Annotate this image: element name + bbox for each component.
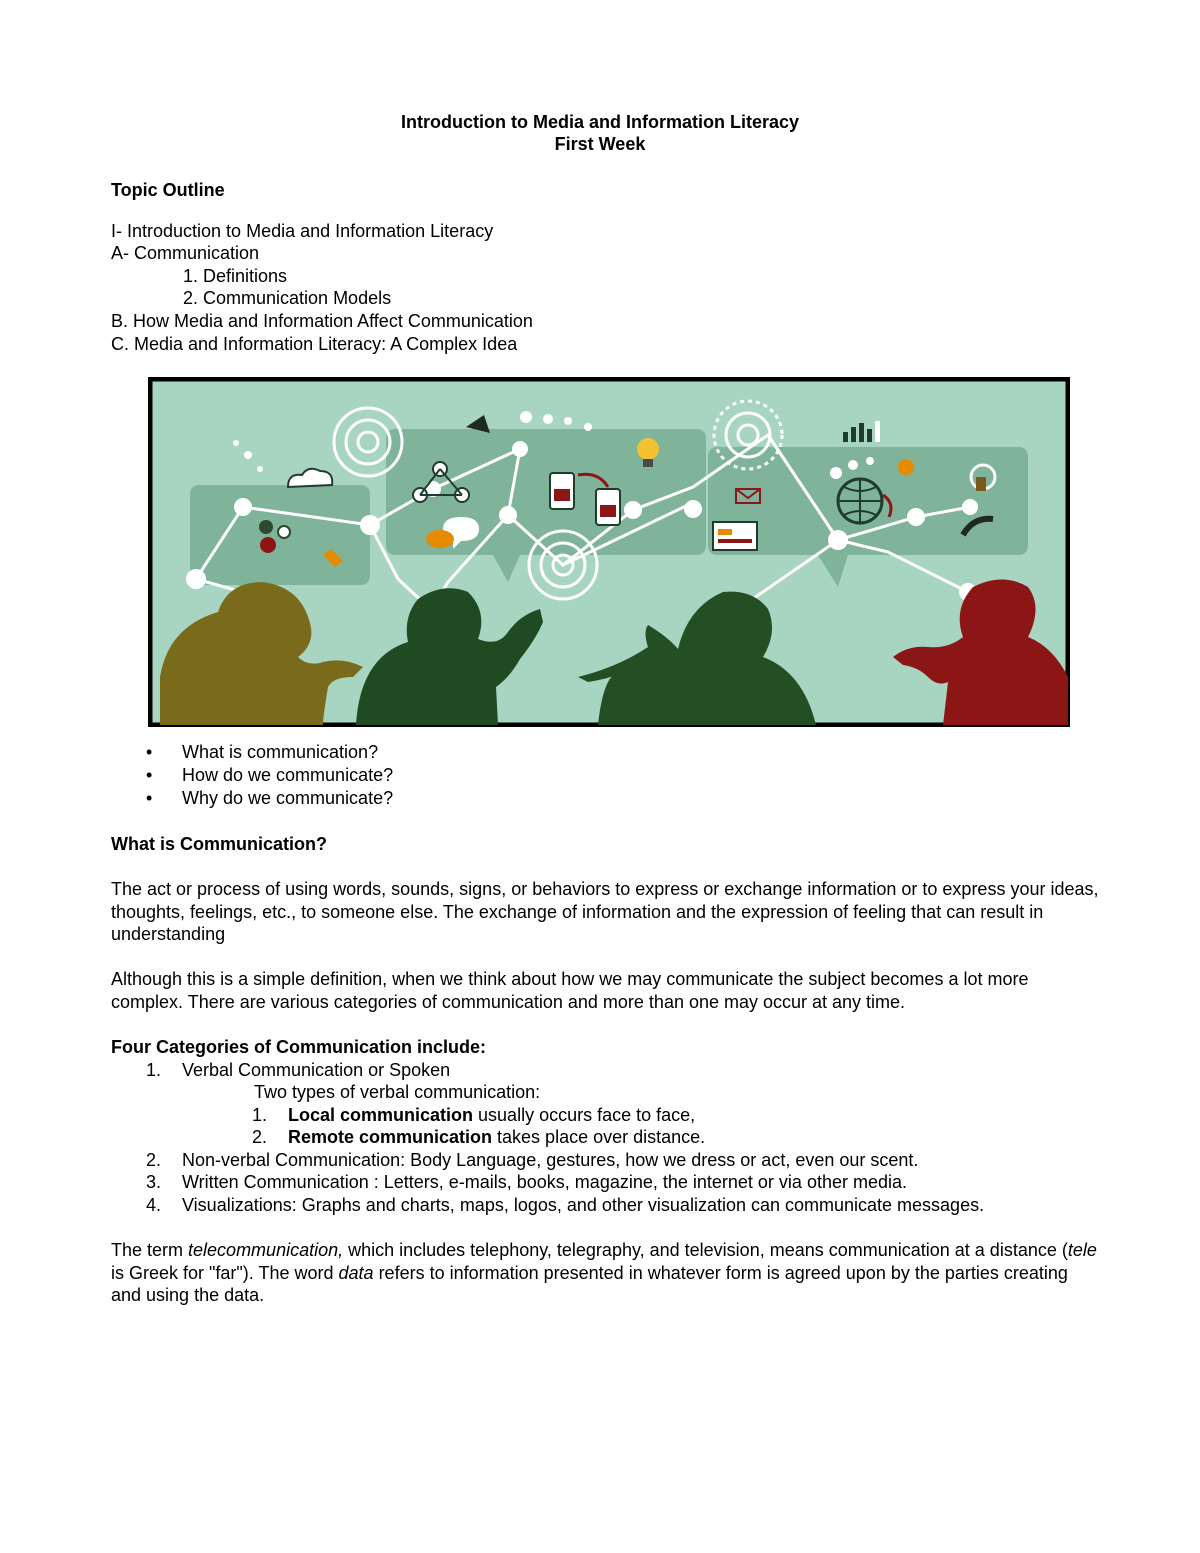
bullet-marker: • bbox=[146, 788, 153, 808]
document-title: Introduction to Media and Information Literacy bbox=[400, 112, 799, 132]
closing-text: refers to information presented in whatever form is agreed upon by the parties creating and using the data. bbox=[111, 1262, 1068, 1306]
section-heading: What is Communication? bbox=[111, 834, 327, 854]
outline-item: 2. Communication Models bbox=[183, 288, 392, 308]
lightbulb-icon bbox=[637, 438, 659, 460]
category-sub-intro: Two types of verbal communication: bbox=[254, 1082, 541, 1102]
list-number: 2. bbox=[252, 1127, 268, 1147]
list-number: 1. bbox=[146, 1060, 162, 1080]
question-item: What is communication? bbox=[182, 742, 379, 762]
document-subtitle: First Week bbox=[554, 134, 646, 154]
pie-chart-icon bbox=[898, 459, 914, 475]
definition-paragraph: The act or process of using words, sounds, signs, or behaviors to express or exchange information or to express your ideas, thoughts, feelings, etc., to someone else. The exchange of information and the expression of feeling that can result in understanding bbox=[111, 879, 1099, 945]
list-number: 2. bbox=[146, 1150, 162, 1170]
closing-text: is Greek for "far"). The word bbox=[111, 1262, 339, 1283]
bullet-marker: • bbox=[146, 765, 153, 785]
term-data: data bbox=[338, 1262, 374, 1283]
gear-icon bbox=[259, 520, 273, 534]
gear-icon bbox=[260, 537, 276, 553]
browser-window-icon bbox=[713, 522, 757, 550]
bullet-marker: • bbox=[146, 742, 153, 762]
sub-item-text: takes place over distance. bbox=[492, 1127, 706, 1147]
closing-text: which includes telephony, telegraphy, and television, means communication at a distance ( bbox=[343, 1240, 1068, 1260]
sub-item-remote bbox=[288, 1126, 705, 1148]
list-number: 4. bbox=[146, 1195, 162, 1215]
gear-icon bbox=[278, 526, 290, 538]
communication-illustration bbox=[148, 377, 1070, 727]
list-number: 1. bbox=[252, 1105, 268, 1125]
category-item: Visualizations: Graphs and charts, maps, logos, and other visualization can communicate messages. bbox=[182, 1195, 985, 1215]
outline-item: A- Communication bbox=[111, 243, 260, 263]
term-local-communication: Local communication bbox=[288, 1105, 474, 1125]
outline-item: B. How Media and Information Affect Communication bbox=[111, 311, 533, 331]
category-item: Written Communication : Letters, e-mails, books, magazine, the internet or via other media. bbox=[182, 1172, 907, 1192]
outline-item: C. Media and Information Literacy: A Complex Idea bbox=[111, 334, 518, 354]
question-item: How do we communicate? bbox=[182, 765, 394, 785]
chat-icon bbox=[426, 530, 454, 548]
sub-item-local bbox=[288, 1104, 695, 1126]
complexity-paragraph: Although this is a simple definition, when we think about how we may communicate the subject becomes a lot more complex. There are various categories of communication and more than one may occur at any time. bbox=[111, 969, 1029, 1012]
term-remote-communication: Remote communication bbox=[288, 1127, 493, 1147]
categories-heading: Four Categories of Communication include: bbox=[111, 1037, 487, 1057]
category-item: Verbal Communication or Spoken bbox=[182, 1060, 451, 1080]
term-telecommunication: telecommunication, bbox=[188, 1240, 344, 1260]
sub-item-text: usually occurs face to face, bbox=[473, 1105, 696, 1125]
outline-heading: Topic Outline bbox=[111, 180, 225, 200]
closing-text: The term bbox=[111, 1240, 189, 1260]
question-item: Why do we communicate? bbox=[182, 788, 394, 808]
outline-item: I- Introduction to Media and Information Literacy bbox=[111, 221, 494, 241]
category-item: Non-verbal Communication: Body Language, gestures, how we dress or act, even our scent. bbox=[182, 1150, 919, 1170]
list-number: 3. bbox=[146, 1172, 162, 1192]
closing-paragraph bbox=[111, 1239, 1101, 1307]
term-tele: tele bbox=[1067, 1240, 1097, 1260]
outline-item: 1. Definitions bbox=[183, 266, 288, 286]
